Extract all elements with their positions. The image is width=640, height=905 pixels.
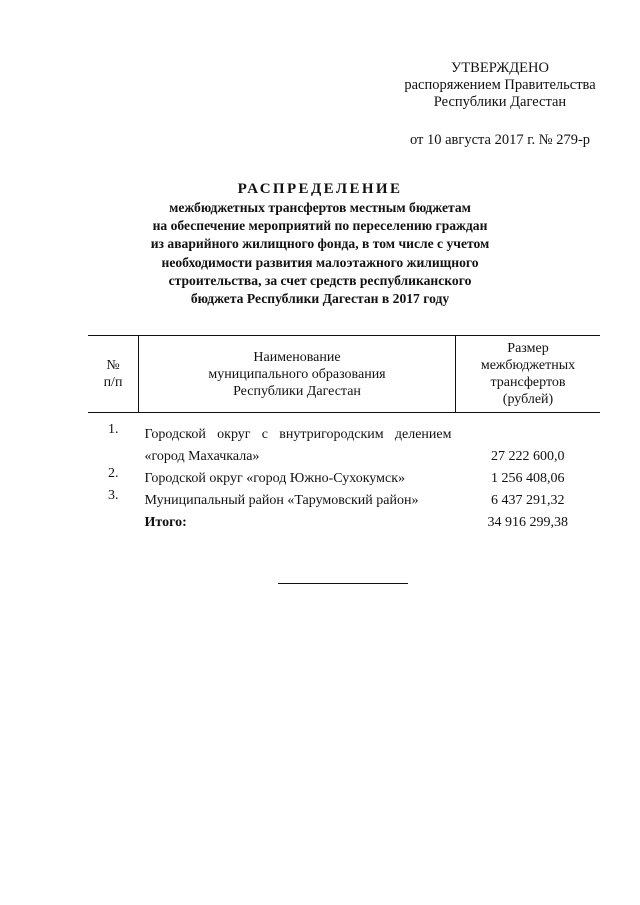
table-row [88, 413, 600, 444]
distribution-table [88, 335, 600, 531]
header-value [456, 336, 601, 413]
header-num [88, 336, 139, 413]
total-label: Итого: [144, 515, 187, 530]
row-num: 2. [108, 466, 119, 481]
row-name-continued: «город Махачкала» [144, 449, 260, 464]
table-row [88, 465, 600, 487]
heading-line-1: межбюджетных трансфертов местным бюджетам [169, 200, 471, 215]
approval-line-2: Республики Дагестан [433, 94, 567, 110]
approval-title: УТВЕРЖДЕНО [451, 60, 549, 76]
table-header-row [88, 336, 600, 413]
table-row [88, 487, 600, 509]
row-empty-cell [88, 443, 139, 465]
header-value-line-4: (рублей) [502, 392, 554, 407]
approval-stamp [380, 60, 620, 149]
row-name: Муниципальный район «Тарумовский район» [144, 493, 419, 508]
row-value: 27 222 600,0 [491, 449, 565, 464]
header-num-line-2: п/п [103, 375, 123, 390]
heading-title: РАСПРЕДЕЛЕНИЕ [237, 181, 403, 197]
header-value-line-1: Размер [507, 341, 549, 356]
header-name-line-1: Наименование [253, 349, 341, 365]
heading-line-4: необходимости развития малоэтажного жилищного [161, 254, 479, 270]
row-empty-cell [88, 509, 139, 531]
row-value: 6 437 291,32 [491, 493, 565, 508]
table-row [88, 443, 600, 465]
heading-line-5: строительства, за счет средств республиканского [168, 272, 472, 288]
row-value: 1 256 408,06 [491, 471, 565, 486]
header-name-line-2: муниципального образования [208, 366, 386, 382]
distribution-table-wrap [88, 335, 600, 531]
header-value-line-3: трансфертов [490, 375, 566, 390]
row-empty-cell [456, 413, 601, 444]
header-num-line-1: № [106, 358, 120, 373]
document-heading [60, 180, 580, 308]
heading-line-3: из аварийного жилищного фонда, в том числе с учетом [150, 236, 490, 252]
closing-separator-line [278, 583, 408, 584]
table-total-row [88, 509, 600, 531]
row-name: Городской округ с внутригородским делением [144, 427, 452, 442]
header-value-line-2: межбюджетных [480, 358, 576, 373]
heading-line-6: бюджета Республики Дагестан в 2017 году [190, 291, 450, 307]
row-num: 3. [108, 488, 119, 503]
row-num: 1. [108, 422, 119, 437]
heading-line-2: на обеспечение мероприятий по переселению граждан [152, 218, 488, 234]
row-name: Городской округ «город Южно-Сухокумск» [144, 471, 405, 486]
header-name [139, 336, 456, 413]
approval-line-1: распоряжением Правительства [404, 77, 596, 93]
header-name-line-3: Республики Дагестан [233, 383, 361, 399]
total-value: 34 916 299,38 [487, 515, 568, 530]
approval-date: от 10 августа 2017 г. № 279-р [409, 132, 591, 148]
